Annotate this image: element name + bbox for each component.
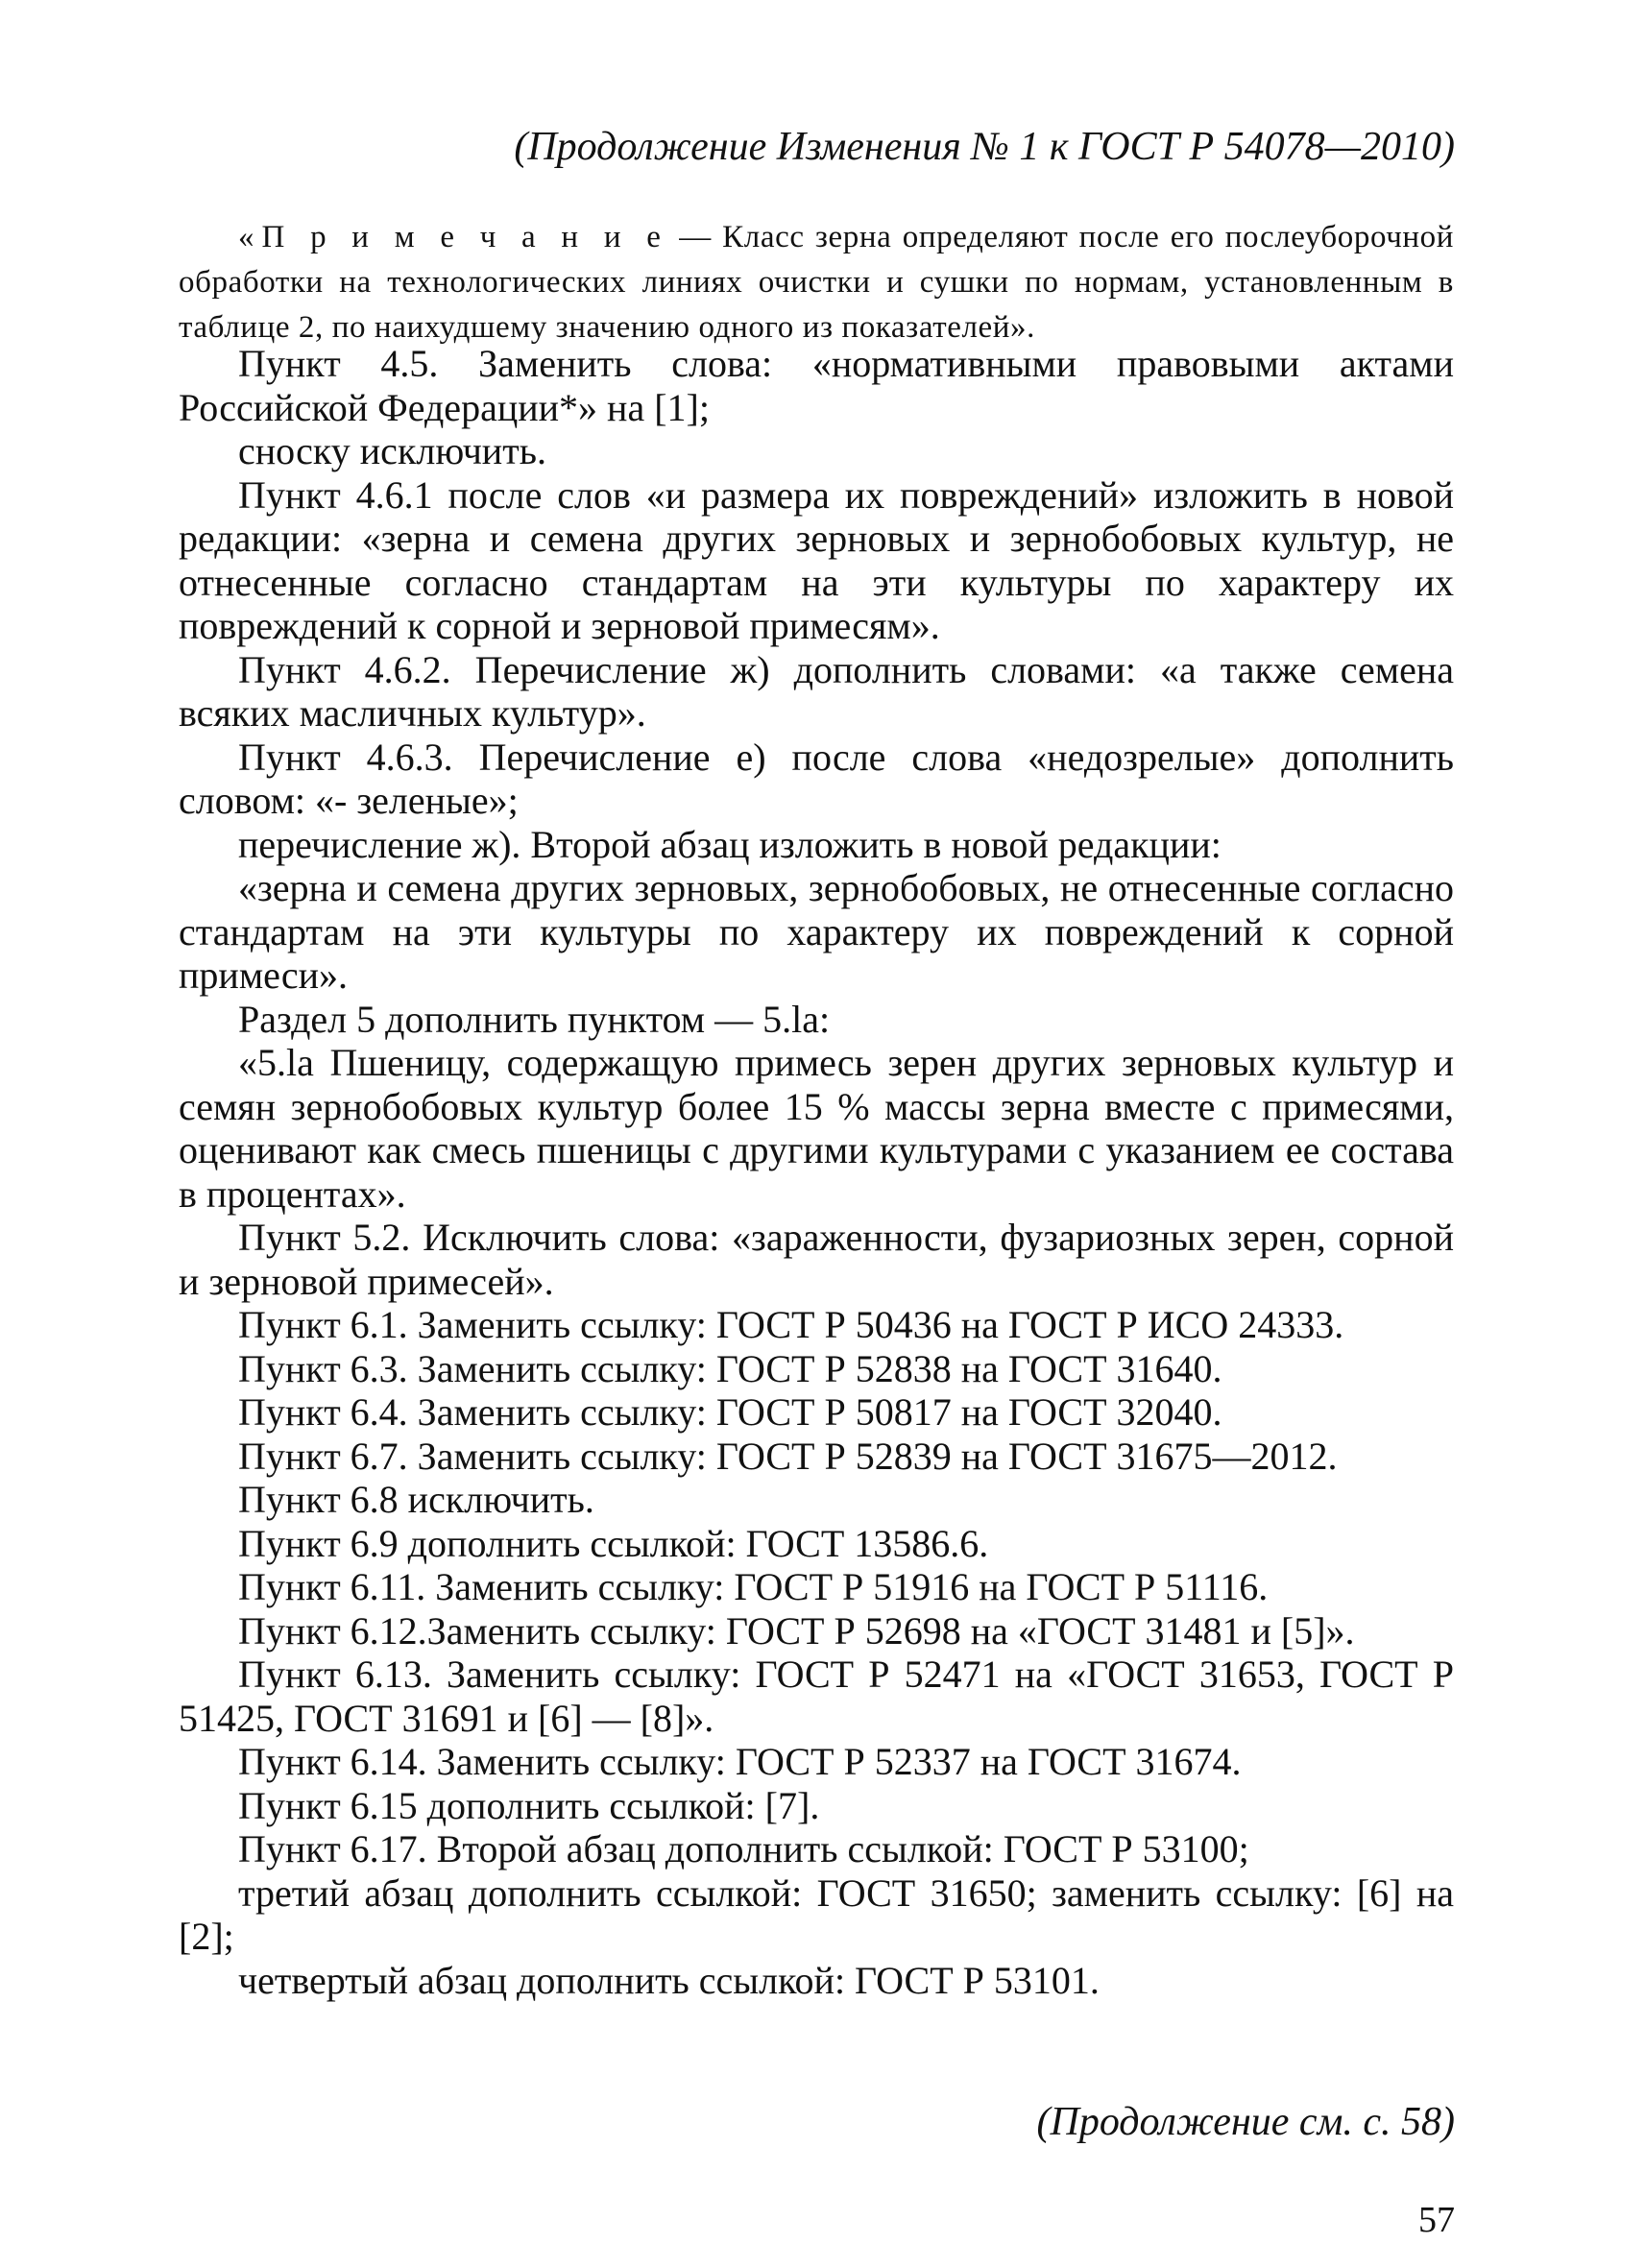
note-label: «П р и м е ч а н и е: [238, 220, 668, 254]
paragraph: третий абзац дополнить ссылкой: ГОСТ 31650; заменить ссылку: [6] на [2];: [179, 1870, 1454, 1958]
note-text: — Класс зерна определяют после его послеуборочной обработки на технологических линиях очистки и сушки по нормам, установленным в таблице 2, по наихудшему значению одного из показателей».: [179, 220, 1455, 345]
note-paragraph: [179, 215, 1454, 350]
paragraph: Пункт 6.17. Второй абзац дополнить ссылкой: ГОСТ Р 53100;: [238, 1827, 1249, 1870]
paragraph: Пункт 6.11. Заменить ссылку: ГОСТ Р 51916 на ГОСТ Р 51116.: [238, 1565, 1269, 1608]
paragraph: Пункт 6.12.Заменить ссылку: ГОСТ Р 52698 на «ГОСТ 31481 и [5]».: [238, 1608, 1355, 1653]
paragraph: Пункт 4.6.3. Перечисление е) после слова «недозрелые» дополнить словом: «- зеленые»;: [179, 735, 1454, 822]
paragraph: Пункт 6.4. Заменить ссылку: ГОСТ Р 50817 на ГОСТ 32040.: [238, 1390, 1222, 1434]
paragraph: Пункт 6.8 исключить.: [238, 1478, 594, 1521]
header-continuation: (Продолжение Изменения № 1 к ГОСТ Р 54078—2010): [514, 125, 1455, 169]
footer-continuation: (Продолжение см. с. 58): [1036, 2100, 1455, 2144]
paragraph: четвертый абзац дополнить ссылкой: ГОСТ Р 53101.: [238, 1958, 1100, 2002]
page-number: 57: [1418, 2200, 1455, 2240]
paragraph: Пункт 6.15 дополнить ссылкой: [7].: [238, 1783, 820, 1827]
paragraph: Пункт 6.1. Заменить ссылку: ГОСТ Р 50436 на ГОСТ Р ИСО 24333.: [238, 1303, 1344, 1346]
paragraph: Пункт 6.9 дополнить ссылкой: ГОСТ 13586.6.: [238, 1521, 989, 1565]
paragraph: «зерна и семена других зерновых, зернобобовых, не отнесенные согласно стандартам на эти культуры по характеру их повреждений к сорной примеси».: [179, 866, 1454, 997]
note-block: [179, 215, 1454, 350]
paragraph: Пункт 5.2. Исключить слова: «зараженности, фузариозных зерен, сорной и зерновой примесей».: [179, 1216, 1454, 1303]
paragraph: Раздел 5 дополнить пунктом — 5.la:: [238, 997, 831, 1041]
paragraph: Пункт 6.7. Заменить ссылку: ГОСТ Р 52839 на ГОСТ 31675—2012.: [238, 1434, 1338, 1478]
paragraph: Пункт 4.6.2. Перечисление ж) дополнить словами: «а также семена всяких масличных культур».: [179, 647, 1454, 735]
paragraph: перечисление ж). Второй абзац изложить в новой редакции:: [238, 822, 1222, 866]
paragraph: Пункт 6.3. Заменить ссылку: ГОСТ Р 52838 на ГОСТ 31640.: [238, 1346, 1222, 1390]
paragraph: Пункт 6.13. Заменить ссылку: ГОСТ Р 52471 на «ГОСТ 31653, ГОСТ Р 51425, ГОСТ 31691 и [6] — [8]».: [179, 1653, 1454, 1740]
paragraph: Пункт 6.14. Заменить ссылку: ГОСТ Р 52337 на ГОСТ 31674.: [238, 1740, 1242, 1783]
paragraph: Пункт 4.6.1 после слов «и размера их повреждений» изложить в новой редакции: «зерна и семена других зерновых и зернобобовых культур, не отнесенные согласно стандартам на эти культуры по характеру их повреждений к сорной и зерновой примесям».: [179, 472, 1454, 647]
paragraph: сноску исключить.: [238, 429, 546, 472]
paragraph: Пункт 4.5. Заменить слова: «нормативными правовыми актами Российской Федерации*» на [1];: [179, 342, 1454, 429]
body-text: [179, 342, 1454, 2002]
paragraph: «5.la Пшеницу, содержащую примесь зерен других зерновых культур и семян зернобобовых культур более 15 % массы зерна вместе с примесями, оценивают как смесь пшеницы с другими культурами с указанием ее состава в процентах».: [179, 1041, 1454, 1216]
